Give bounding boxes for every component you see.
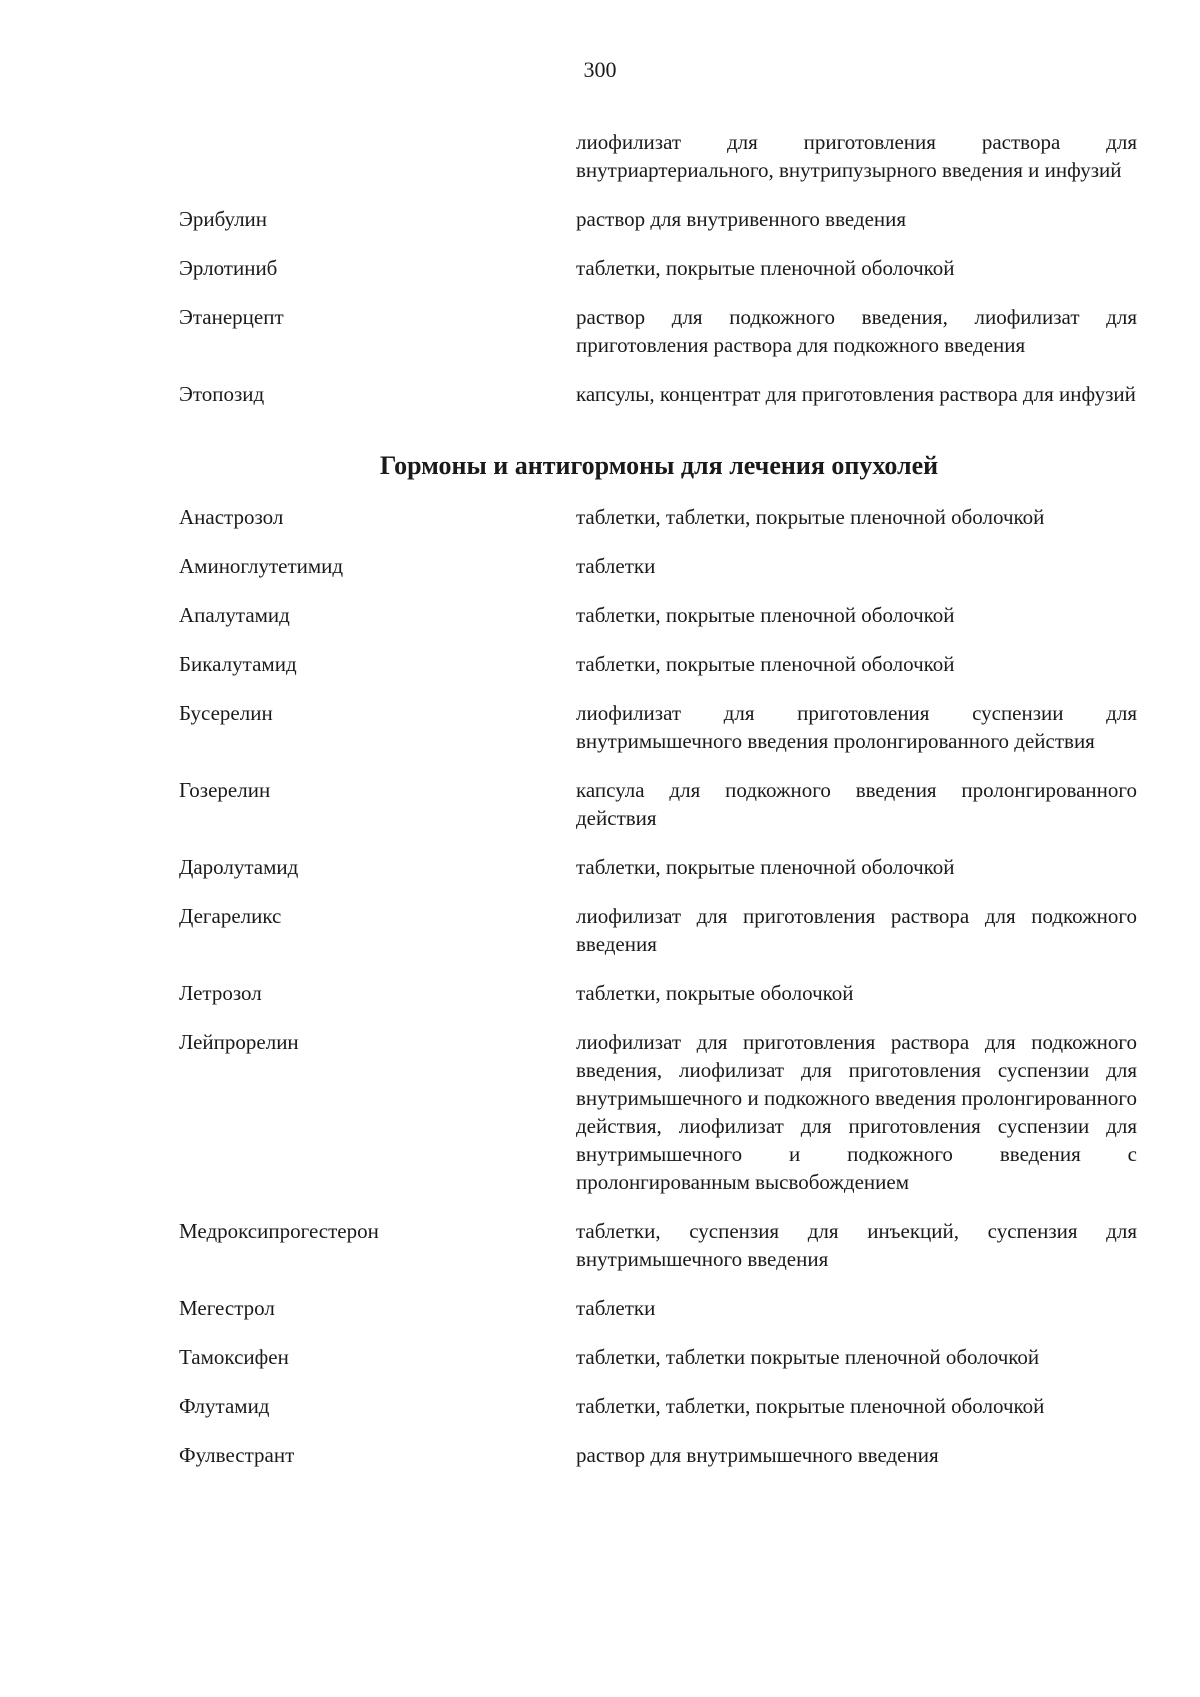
dosage-form: таблетки, таблетки покрытые пленочной оболочкой	[576, 1345, 1040, 1369]
list-item	[179, 776, 1139, 832]
drug-name: Тамоксифен	[179, 1345, 289, 1369]
list-item	[179, 1441, 1139, 1469]
drug-name: Медроксипрогестерон	[179, 1219, 379, 1243]
list-item	[179, 650, 1139, 678]
drug-name: Мегестрол	[179, 1296, 275, 1320]
drug-name: Бикалутамид	[179, 652, 297, 676]
list-item	[179, 601, 1139, 629]
list-item	[179, 254, 1139, 282]
list-item	[179, 699, 1139, 755]
drug-name: Дегареликс	[179, 904, 282, 928]
page-number: 300	[583, 57, 617, 82]
dosage-form: таблетки	[576, 1296, 656, 1320]
dosage-form: лиофилизат для приготовления раствора для подкожного введения, лиофилизат для приготовления суспензии для внутримышечного и подкожного введения пролонгированного действия, лиофилизат для приготовления суспензии для внутримышечного и подкожного введения с пролонгированным высвобождением	[576, 1030, 1137, 1194]
dosage-form: лиофилизат для приготовления раствора для подкожного введения	[576, 904, 1137, 956]
list-item	[179, 205, 1139, 233]
list-item	[179, 902, 1139, 958]
list-item	[179, 1028, 1139, 1196]
drug-name: Фулвестрант	[179, 1443, 295, 1467]
drug-name: Летрозол	[179, 981, 262, 1005]
drug-name: Лейпрорелин	[179, 1030, 299, 1054]
dosage-form: таблетки, покрытые пленочной оболочкой	[576, 603, 955, 627]
drug-name: Даролутамид	[179, 855, 299, 879]
dosage-form: капсула для подкожного введения пролонгированного действия	[576, 778, 1137, 830]
list-item	[179, 1392, 1139, 1420]
dosage-form: лиофилизат для приготовления раствора для внутриартериального, внутрипузырного введения и инфузий	[576, 130, 1137, 182]
list-item	[179, 1343, 1139, 1371]
list-item	[179, 380, 1139, 408]
list-item	[179, 503, 1139, 531]
list-item	[179, 552, 1139, 580]
dosage-form: раствор для внутривенного введения	[576, 207, 907, 231]
drug-name: Апалутамид	[179, 603, 290, 627]
drug-name: Бусерелин	[179, 701, 273, 725]
list-item	[179, 1294, 1139, 1322]
dosage-form: таблетки, суспензия для инъекций, суспензия для внутримышечного введения	[576, 1219, 1137, 1271]
dosage-form: таблетки	[576, 554, 656, 578]
drug-name: Эрибулин	[179, 207, 268, 231]
dosage-form: таблетки, покрытые оболочкой	[576, 981, 854, 1005]
dosage-form: таблетки, покрытые пленочной оболочкой	[576, 256, 955, 280]
dosage-form: капсулы, концентрат для приготовления раствора для инфузий	[576, 382, 1136, 406]
dosage-form: лиофилизат для приготовления суспензии для внутримышечного введения пролонгированного действия	[576, 701, 1137, 753]
dosage-form: таблетки, покрытые пленочной оболочкой	[576, 652, 955, 676]
dosage-form: таблетки, покрытые пленочной оболочкой	[576, 855, 955, 879]
drug-name: Гозерелин	[179, 778, 271, 802]
dosage-form: раствор для внутримышечного введения	[576, 1443, 939, 1467]
dosage-form: таблетки, таблетки, покрытые пленочной оболочкой	[576, 1394, 1045, 1418]
dosage-form: таблетки, таблетки, покрытые пленочной оболочкой	[576, 505, 1045, 529]
drug-name: Анастрозол	[179, 505, 284, 529]
list-item	[179, 853, 1139, 881]
drug-name: Флутамид	[179, 1394, 270, 1418]
list-item-continuation	[179, 128, 1139, 184]
section-title: Гормоны и антигормоны для лечения опухолей	[379, 451, 939, 480]
drug-name: Этопозид	[179, 382, 265, 406]
drug-name	[179, 128, 576, 184]
drug-name: Аминоглутетимид	[179, 554, 344, 578]
drug-list	[179, 128, 1139, 1490]
dosage-form: раствор для подкожного введения, лиофилизат для приготовления раствора для подкожного введения	[576, 305, 1137, 357]
drug-name: Эрлотиниб	[179, 256, 278, 280]
list-item	[179, 303, 1139, 359]
drug-name: Этанерцепт	[179, 305, 284, 329]
list-item	[179, 979, 1139, 1007]
list-item	[179, 1217, 1139, 1273]
